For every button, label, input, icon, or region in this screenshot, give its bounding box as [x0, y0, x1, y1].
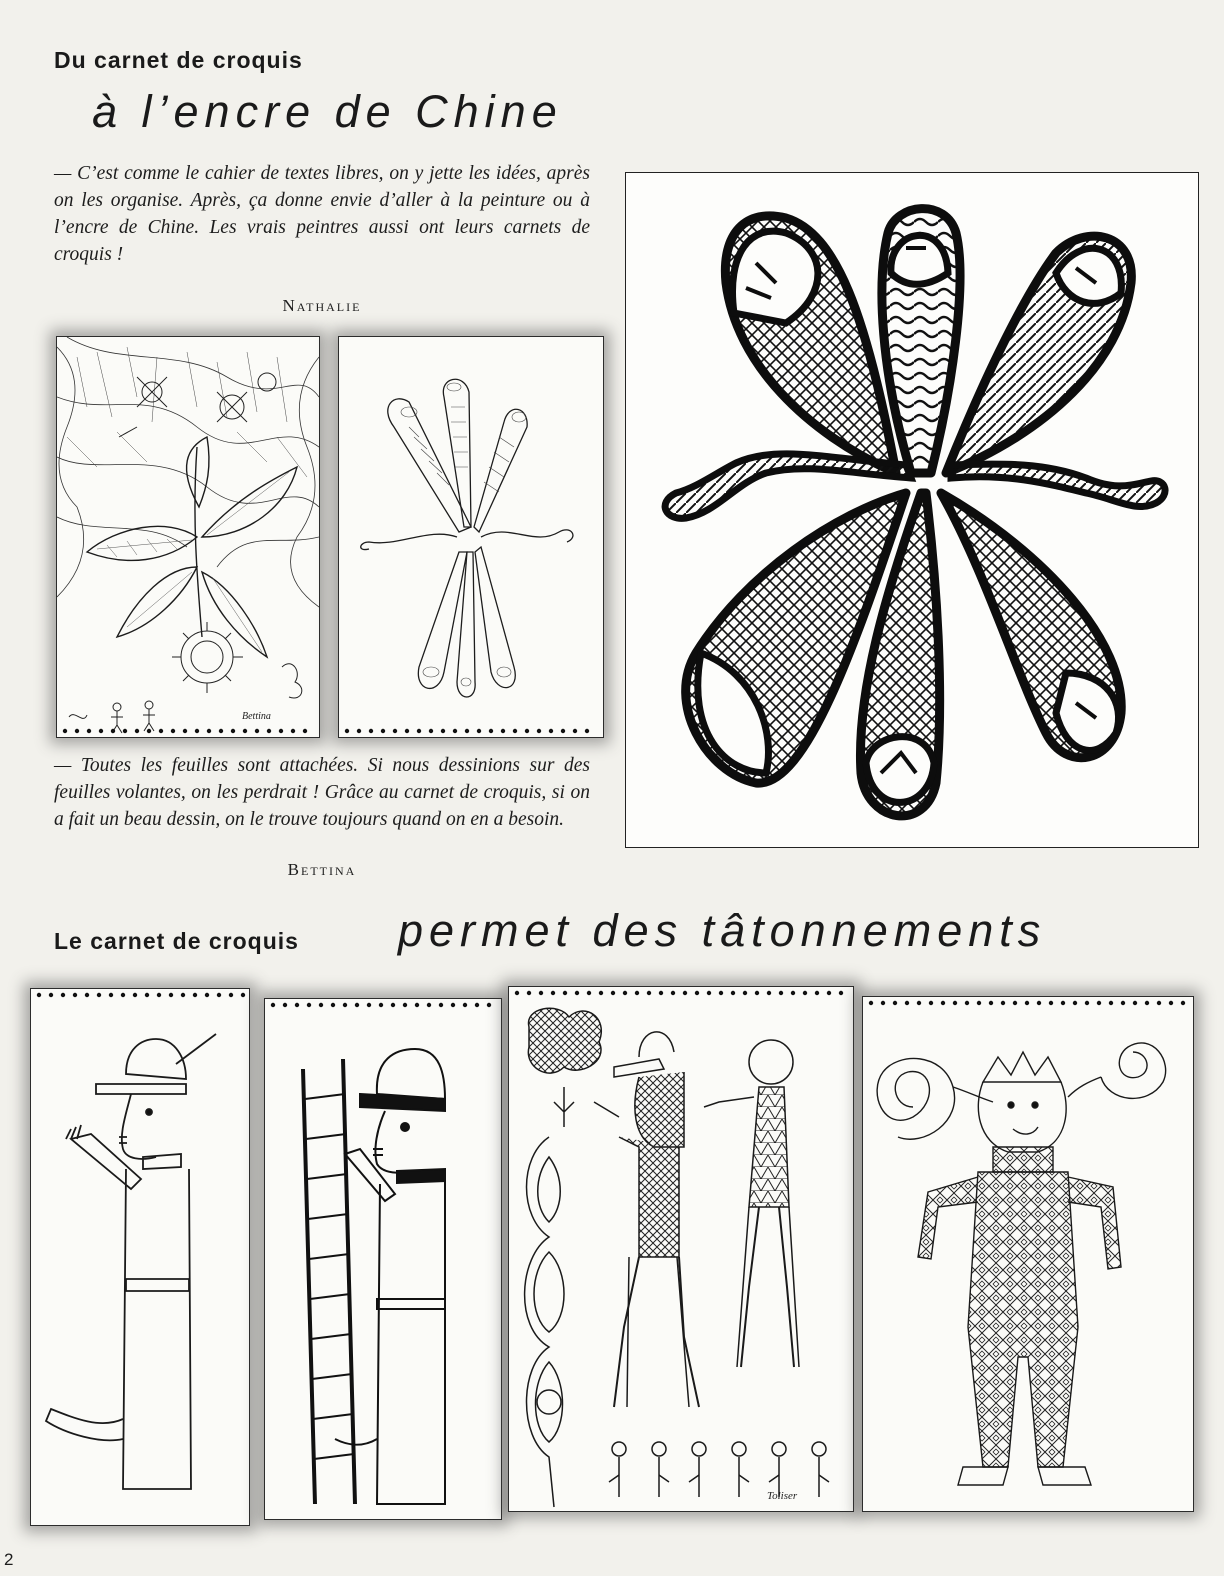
quote-nathalie: — C’est comme le cahier de textes libres, on y jette les idées, après on les organise. Après, ça donne envie d’aller à la peinture ou à l’encre de Chine. Les vrais peintres aussi ont leurs carnets de croquis ! [54, 163, 590, 265]
crowned-figure-drawing [863, 997, 1193, 1511]
quote-bettina: — Toutes les feuilles sont attachées. Si nous dessinions sur des feuilles volantes, on les perdrait ! Grâce au carnet de croquis, si on a fait un beau dessin, on le trouve toujours quand on en a besoin. [54, 755, 590, 830]
man-ladder-drawing [265, 999, 501, 1519]
sketch-insect [338, 336, 604, 738]
author-nathalie: Nathalie [282, 296, 362, 315]
insect-drawing [339, 337, 603, 737]
sketch-two-figures [508, 986, 854, 1512]
page-number: 2 [4, 1550, 14, 1569]
sketch-crowned-figure [862, 996, 1194, 1512]
figures-signature: Toliser [767, 1490, 798, 1502]
sketch-man-outline [30, 988, 250, 1526]
ink-drawing-large [625, 172, 1199, 848]
man-outline-drawing [31, 989, 249, 1525]
section2-kicker: Le carnet de croquis [54, 928, 299, 954]
two-figures-drawing [509, 987, 853, 1511]
plant-drawing [57, 337, 319, 737]
author-bettina: Bettina [287, 860, 357, 879]
section2-title: permet des tâtonnements [398, 905, 1047, 956]
section-title: à l’encre de Chine [92, 86, 563, 137]
section-kicker: Du carnet de croquis [54, 47, 303, 73]
plant-signature: Bettina [242, 711, 271, 722]
large-butterfly-drawing [626, 173, 1198, 847]
sketch-plant [56, 336, 320, 738]
sketch-man-ladder [264, 998, 502, 1520]
